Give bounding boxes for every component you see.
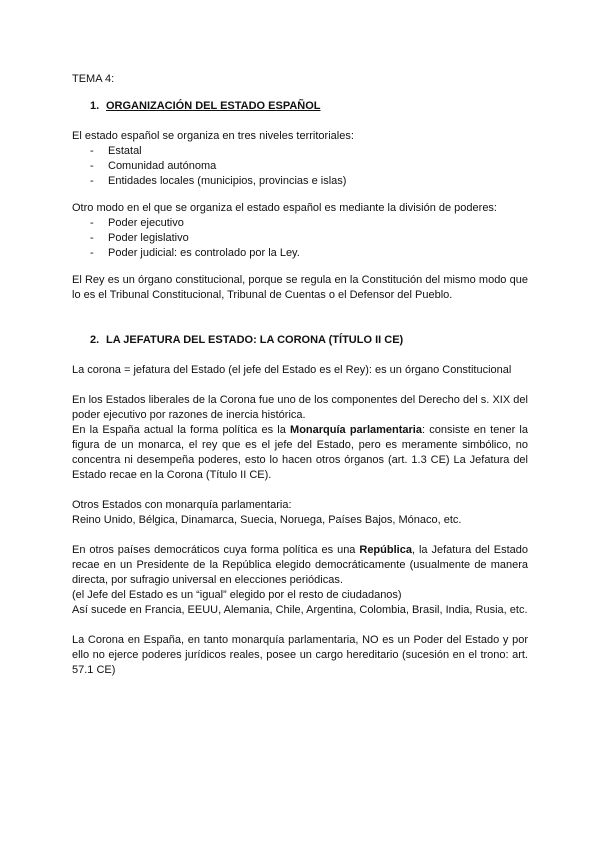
powers-division-intro: Otro modo en el que se organiza el estado español es mediante la división de poderes:	[72, 202, 497, 214]
king-constitutional-paragraph: El Rey es un órgano constitucional, porque se regula en la Constitución del mismo modo que lo es el Tribunal Constitucional, Tribunal de Cuentas o el Defensor del Pueblo.	[72, 274, 528, 301]
list-item: - Poder ejecutivo	[90, 217, 184, 229]
list-item: - Entidades locales (municipios, provincias e islas)	[90, 175, 347, 187]
section-2-title: LA JEFATURA DEL ESTADO: LA CORONA (TÍTULO II CE)	[106, 334, 404, 346]
section-1-number: 1.	[90, 100, 100, 112]
list-item: - Comunidad autónoma	[90, 160, 217, 172]
other-monarchies-intro: Otros Estados con monarquía parlamentaria:	[72, 499, 292, 511]
document-page	[72, 72, 528, 678]
list-item: - Poder judicial: es controlado por la Ley.	[90, 247, 300, 259]
dash-bullet: -	[90, 217, 94, 229]
section-1-heading	[72, 99, 528, 114]
document-title: TEMA 4:	[72, 73, 115, 85]
dash-bullet: -	[90, 247, 94, 259]
list-item: - Estatal	[90, 145, 142, 157]
republic-note: (el Jefe del Estado es un “igual” elegido por el resto de ciudadanos)	[72, 589, 402, 601]
republic-paragraph: En otros países democráticos cuya forma política es una República, la Jefatura del Estado recae en un Presidente de la República elegido democráticamente (usualmente de manera directa, por sufragio universal en elecciones periódicas.	[72, 544, 529, 586]
territorial-levels-intro: El estado español se organiza en tres niveles territoriales:	[72, 130, 354, 142]
crown-definition: La corona = jefatura del Estado (el jefe del Estado es el Rey): es un órgano Constitucional	[72, 364, 512, 376]
liberal-states-paragraph: En los Estados liberales de la Corona fue uno de los componentes del Derecho del s. XIX del poder ejecutivo por razones de inercia histórica.	[72, 394, 528, 421]
other-monarchies-list: Reino Unido, Bélgica, Dinamarca, Suecia, Noruega, Países Bajos, Mónaco, etc.	[72, 514, 462, 526]
section-1-title: ORGANIZACIÓN DEL ESTADO ESPAÑOL	[106, 100, 321, 112]
crown-spain-paragraph: La Corona en España, en tanto monarquía parlamentaria, NO es un Poder del Estado y por ello no ejerce poderes jurídicos reales, posee un cargo hereditario (sucesión en el trono: art. 57.1 CE)	[72, 634, 528, 676]
republic-term: República	[359, 544, 412, 556]
dash-bullet: -	[90, 232, 94, 244]
dash-bullet: -	[90, 145, 94, 157]
republic-examples: Así sucede en Francia, EEUU, Alemania, Chile, Argentina, Colombia, Brasil, India, Rusia, etc.	[72, 604, 528, 616]
territorial-levels-list	[72, 144, 528, 189]
parliamentary-monarchy-paragraph: En la España actual la forma política es la Monarquía parlamentaria: consiste en tener la figura de un monarca, el rey que es el jefe del Estado, pero es meramente simbólico, no concentra ni desempeña poderes, esto lo hacen otros órganos (art. 1.3 CE) La Jefatura del Estado recae en la Corona (Título II CE).	[72, 424, 528, 481]
dash-bullet: -	[90, 160, 94, 172]
powers-list	[72, 216, 528, 261]
section-2-number: 2.	[90, 334, 100, 346]
section-2-heading	[72, 333, 528, 348]
parliamentary-monarchy-term: Monarquía parlamentaria	[290, 424, 422, 436]
dash-bullet: -	[90, 175, 94, 187]
list-item: - Poder legislativo	[90, 232, 189, 244]
